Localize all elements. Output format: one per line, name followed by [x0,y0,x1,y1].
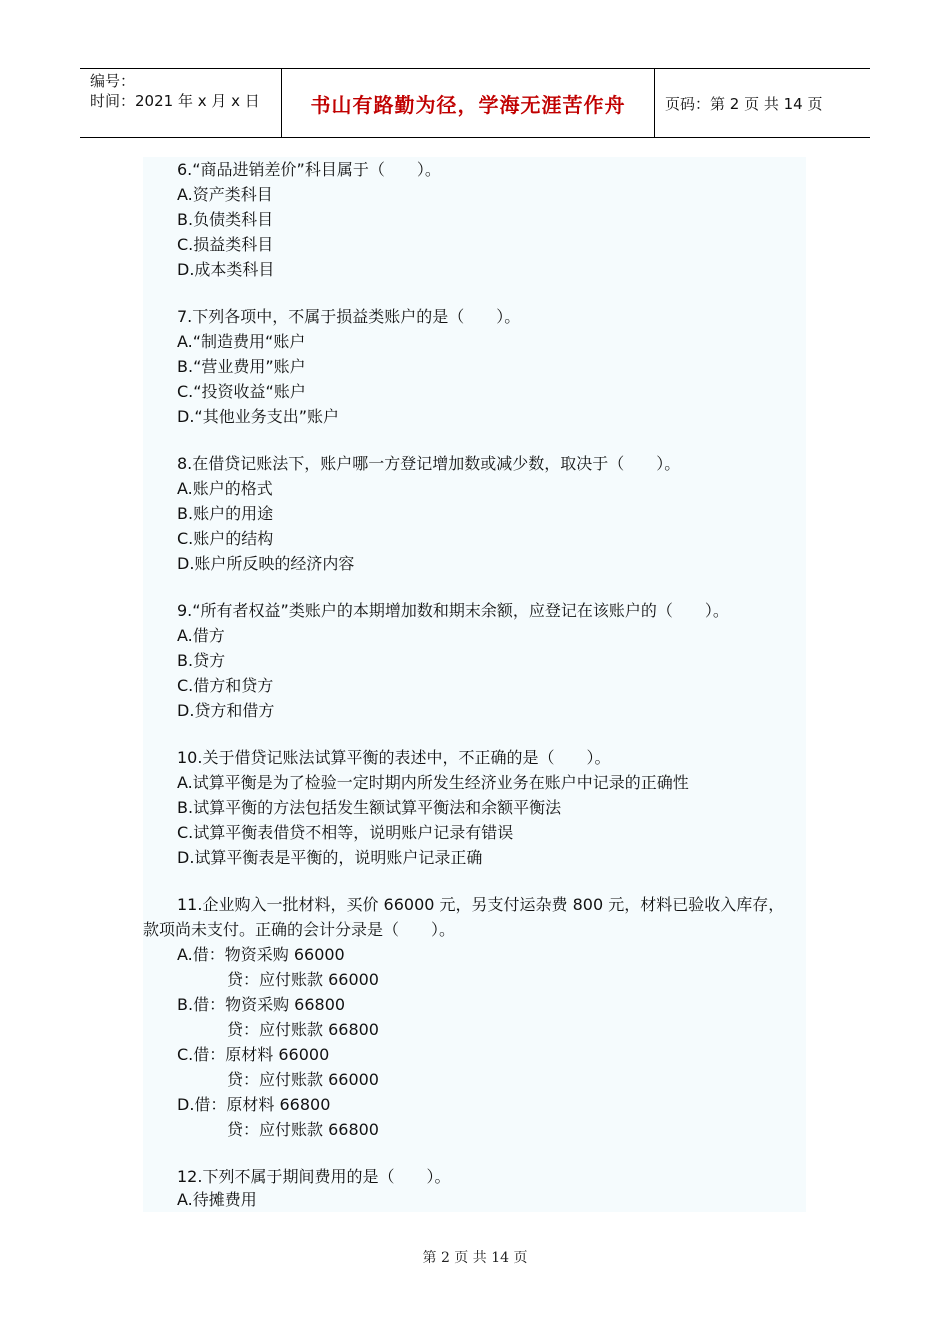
entry-line: D.借：原材料 66800 [177,1095,331,1114]
question-stem: 6.“商品进销差价”科目属于（ ）。 [177,160,441,179]
option: C.借方和贷方 [177,676,274,695]
option: A.“制造费用“账户 [177,332,306,351]
option: A.试算平衡是为了检验一定时期内所发生经济业务在账户中记录的正确性 [177,773,689,792]
option: B.“营业费用”账户 [177,357,306,376]
option: C.“投资收益“账户 [177,382,306,401]
page-header [80,68,870,138]
option: D.成本类科目 [177,260,275,279]
time-label: 时间：2021 年 x 月 x 日 [90,92,260,110]
number-label: 编号： [90,72,136,90]
option: C.损益类科目 [177,235,274,254]
header-page-code: 页码：第 2 页 共 14 页 [665,94,823,113]
header-meta [80,69,282,137]
option: B.账户的用途 [177,504,274,523]
header-motto [282,69,655,137]
entry-line: 贷：应付账款 66000 [227,970,379,989]
entry-line: C.借：原材料 66000 [177,1045,330,1064]
option: C.账户的结构 [177,529,274,548]
question-stem: 11.企业购入一批材料，买价 66000 元，另支付运杂费 800 元，材料已验收入库存， [177,895,785,914]
entry-line: B.借：物资采购 66800 [177,995,346,1014]
entry-line: A.借：物资采购 66000 [177,945,345,964]
entry-line: 贷：应付账款 66800 [227,1020,379,1039]
option: D.“其他业务支出”账户 [177,407,339,426]
option: A.待摊费用 [177,1190,257,1209]
option: C.试算平衡表借贷不相等，说明账户记录有错误 [177,823,514,842]
entry-line: 贷：应付账款 66000 [227,1070,379,1089]
option: D.试算平衡表是平衡的，说明账户记录正确 [177,848,483,867]
question-content [143,157,806,1212]
page-footer: 第 2 页 共 14 页 [422,1250,528,1266]
question-stem: 10.关于借贷记账法试算平衡的表述中，不正确的是（ ）。 [177,748,611,767]
motto-text: 书山有路勤为径，学海无涯苦作舟 [310,92,626,117]
option: B.试算平衡的方法包括发生额试算平衡法和余额平衡法 [177,798,562,817]
question-stem: 7.下列各项中，不属于损益类账户的是（ ）。 [177,307,521,326]
option: A.资产类科目 [177,185,273,204]
option: B.负债类科目 [177,210,274,229]
question-stem: 8.在借贷记账法下，账户哪一方登记增加数或减少数，取决于（ ）。 [177,454,681,473]
question-stem: 9.“所有者权益”类账户的本期增加数和期末余额，应登记在该账户的（ ）。 [177,601,729,620]
entry-line: 贷：应付账款 66800 [227,1120,379,1139]
question-stem-continued: 款项尚未支付。正确的会计分录是（ ）。 [143,920,456,939]
option: D.贷方和借方 [177,701,275,720]
question-stem: 12.下列不属于期间费用的是（ ）。 [177,1167,451,1186]
option: A.账户的格式 [177,479,273,498]
option: A.借方 [177,626,225,645]
option: D.账户所反映的经济内容 [177,554,355,573]
option: B.贷方 [177,651,226,670]
